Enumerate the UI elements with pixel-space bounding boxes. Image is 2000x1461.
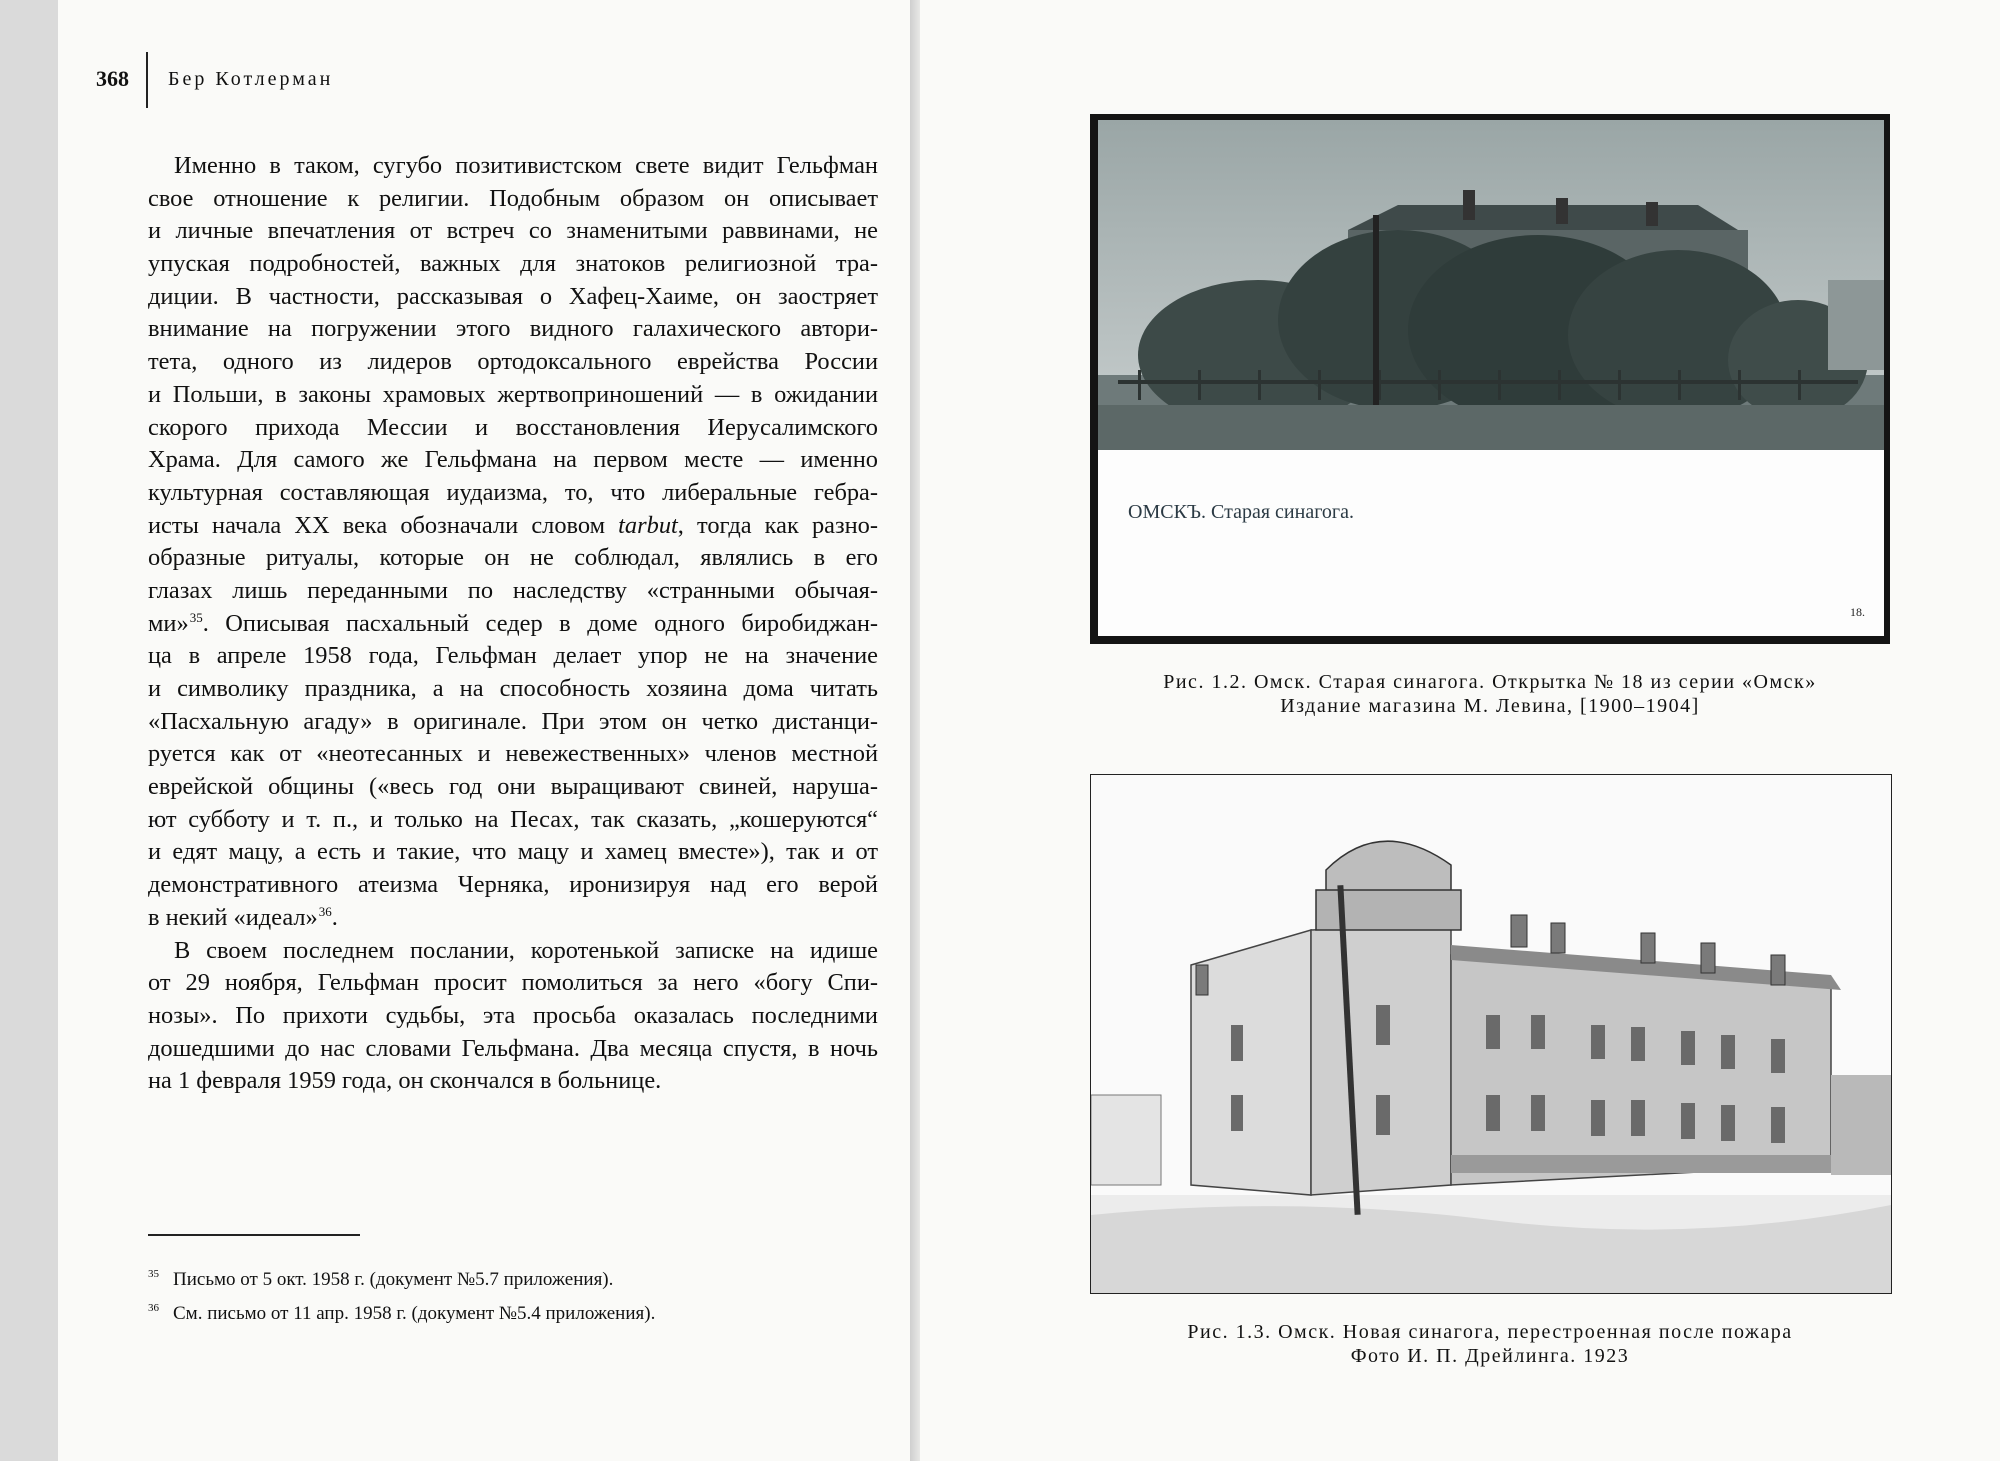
text-line: руется как от «неотесанных и невежественных» членов местной: [148, 740, 878, 768]
text-line: [148, 608, 878, 641]
footnote-ref-36[interactable]: 36: [318, 903, 332, 919]
text-line: образные ритуалы, которые он не соблюдал, являлись в его: [148, 544, 878, 572]
figure-new-synagogue-photo: [1090, 774, 1892, 1294]
text-line: «Пасхальную агаду» в оригинале. При этом он четко дистанци-: [148, 707, 878, 735]
text-line: [148, 902, 878, 935]
text-line: дошедшими до нас словами Гельфмана. Два месяца спустя, в ночь: [148, 1034, 878, 1062]
text-fragment: . Описывая пасхальный седер в доме одного биробиджан-: [202, 609, 878, 637]
footnote-ref-35[interactable]: 35: [189, 609, 203, 625]
caption-line: Рис. 1.2. Омск. Старая синагога. Открытка № 18 из серии «Омск»: [1163, 671, 1817, 693]
book-gutter: [910, 0, 920, 1461]
text-line: глазах лишь переданными по наследству «странными обычая-: [148, 576, 878, 604]
text-line: культурная составляющая иудаизма, то, что либеральные гебра-: [148, 478, 878, 506]
text-line: и символику праздника, а на способность хозяина дома читать: [148, 675, 878, 702]
figure-old-synagogue-postcard: [1090, 114, 1890, 644]
text-fragment: , тогда как разно-: [677, 511, 878, 539]
text-line: внимание на погружении этого видного галахического автори-: [148, 315, 878, 343]
old-synagogue-photo: [1098, 120, 1884, 636]
text-line: еврейской общины («весь год они выращивают свиней, наруша-: [148, 773, 878, 801]
postcard-number: 18.: [1850, 605, 1865, 619]
text-fragment: .: [331, 903, 338, 931]
text-line: тета, одного из лидеров ортодоксального еврейства России: [148, 348, 878, 376]
figure-2-caption: [1090, 1320, 1890, 1368]
text-line: диции. В частности, рассказывая о Хафец-Хаиме, он заостряет: [148, 282, 878, 310]
footnote-text: Письмо от 5 окт. 1958 г. (документ №5.7 приложения).: [173, 1269, 614, 1290]
text-line: нозы». По прихоти судьбы, эта просьба оказалась последними: [148, 1001, 878, 1029]
text-line: ца в апреле 1958 года, Гельфман делает упор не на значение: [148, 642, 878, 670]
text-fragment: ми»: [148, 609, 189, 637]
text-line: ют субботу и т. п., и только на Песах, так сказать, „кошеруются“: [148, 805, 878, 833]
figure-1-caption: [1090, 670, 1890, 718]
footnote-text: См. письмо от 11 апр. 1958 г. (документ №5.4 приложения).: [173, 1303, 656, 1324]
text-line: на 1 февраля 1959 года, он скончался в больнице.: [148, 1067, 662, 1095]
text-line: скорого прихода Мессии и восстановления Иерусалимского: [148, 413, 878, 441]
text-line: В своем последнем послании, коротенькой записке на идише: [174, 936, 878, 964]
footnote-number: 35: [148, 1268, 159, 1280]
footnote-36: [148, 1302, 655, 1325]
text-line: свое отношение к религии. Подобным образом он описывает: [148, 184, 878, 212]
body-text: [148, 150, 878, 1098]
caption-line: Фото И. П. Дрейлинга. 1923: [1350, 1345, 1630, 1367]
text-line: [148, 510, 878, 543]
caption-line: Издание магазина М. Левина, [1900–1904]: [1280, 695, 1700, 717]
footnote-rule: [148, 1234, 360, 1236]
italic-term: tarbut: [618, 511, 678, 539]
text-line: упуская подробностей, важных для знатоков религиозной тра-: [148, 250, 878, 278]
postcard-caption: ОМСКЪ. Старая синагога.: [1128, 501, 1354, 523]
page-number: 368: [96, 66, 129, 91]
text-line: и личные впечатления от встреч со знаменитыми раввинами, не: [148, 217, 878, 245]
postcard-image: [1098, 120, 1884, 636]
text-line: Храма. Для самого же Гельфмана на первом месте — именно: [148, 446, 878, 474]
running-head-author: Бер Котлерман: [168, 68, 334, 90]
footnote-35: [148, 1268, 613, 1291]
caption-line: Рис. 1.3. Омск. Новая синагога, перестроенная после пожара: [1187, 1321, 1793, 1343]
text-line: Именно в таком, сугубо позитивистском свете видит Гельфман: [174, 152, 878, 179]
text-line: от 29 ноября, Гельфман просит помолиться за него «богу Спи-: [148, 969, 878, 997]
footnote-number: 36: [148, 1302, 159, 1314]
text-line: демонстративного атеизма Черняка, иронизируя над его верой: [148, 871, 878, 899]
new-synagogue-photo: [1091, 775, 1891, 1293]
text-fragment: исты начала XX века обозначали словом: [148, 511, 606, 539]
text-line: и Польши, в законы храмовых жертвоприношений — в ожидании: [148, 380, 878, 408]
header-divider: [146, 52, 148, 108]
text-line: и едят мацу, а есть и такие, что мацу и хамец вместе»), так и от: [148, 838, 878, 866]
text-fragment: в некий «идеал»: [148, 903, 318, 931]
